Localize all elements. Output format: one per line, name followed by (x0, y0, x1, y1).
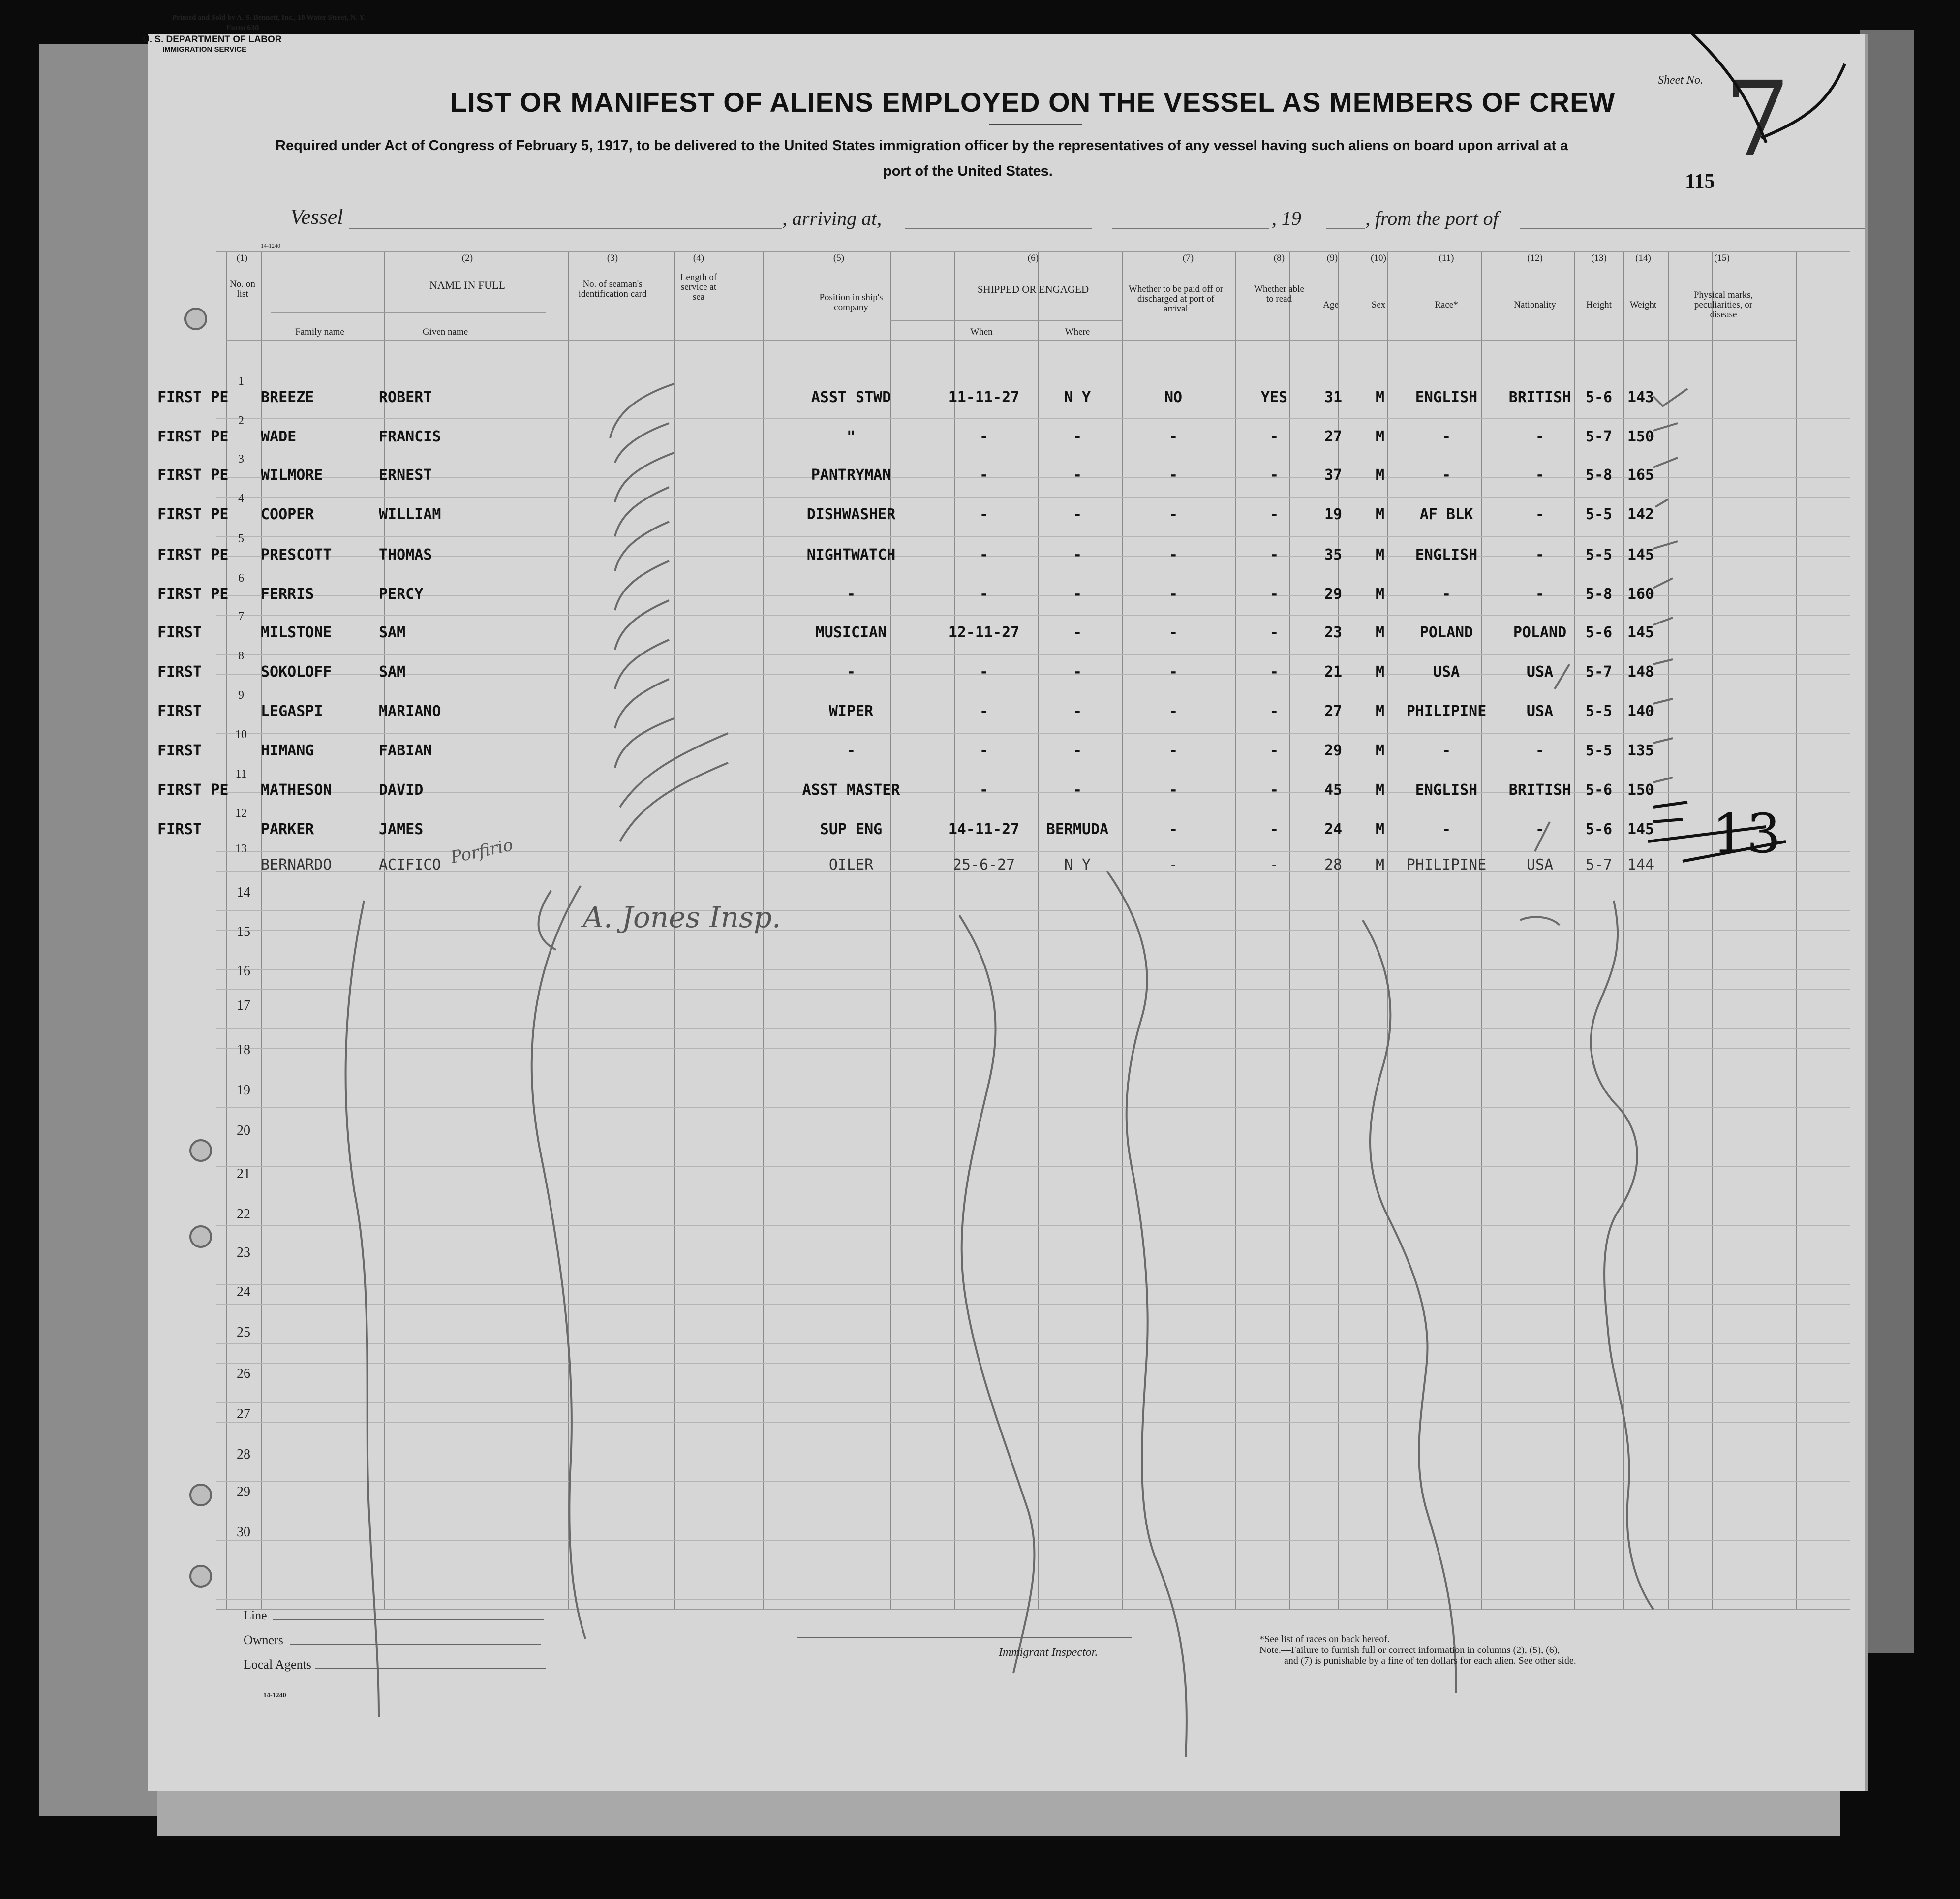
col-label-height: Height (1586, 300, 1612, 310)
cell-race: AF BLK (1419, 506, 1473, 523)
cell-paid: - (1168, 703, 1178, 720)
row-number: 27 (237, 1406, 250, 1422)
vessel-label: Vessel (290, 205, 343, 229)
cell-given: PERCY (379, 586, 424, 603)
cell-prefix: FIRST (157, 624, 202, 641)
cell-position: ASST STWD (811, 389, 891, 406)
cell-position: DISHWASHER (806, 506, 896, 523)
cell-age: 37 (1324, 467, 1343, 484)
cell-height: 5-8 (1585, 467, 1613, 484)
cell-read: - (1269, 467, 1279, 484)
cell-no: 11 (235, 768, 247, 780)
page-title: LIST OR MANIFEST OF ALIENS EMPLOYED ON THE VESSEL AS MEMBERS OF CREW (450, 87, 1616, 118)
cell-age: 29 (1324, 586, 1343, 603)
cell-height: 5-5 (1585, 703, 1613, 720)
col-label-when: When (970, 327, 993, 337)
row-number: 14 (237, 885, 250, 900)
col-num-7: (7) (1182, 253, 1194, 263)
cell-height: 5-5 (1585, 742, 1613, 759)
cell-no: 1 (238, 375, 244, 388)
cell-read: - (1269, 506, 1279, 523)
col-label-paid-off: Whether to be paid off or discharged at port of arrival (1128, 284, 1224, 314)
cell-position: OILER (828, 856, 874, 873)
cell-where: - (1072, 624, 1082, 641)
cell-nationality: - (1535, 428, 1545, 445)
cell-position: NIGHTWATCH (806, 546, 896, 563)
cell-read: - (1269, 821, 1279, 838)
cell-race: - (1441, 467, 1451, 484)
col-num-6: (6) (1027, 253, 1039, 263)
cell-where: - (1072, 546, 1082, 563)
pencil-marks (148, 34, 1865, 1791)
cell-position: - (846, 586, 856, 603)
cell-family: COOPER (261, 506, 314, 523)
subtitle-line-2: port of the United States. (883, 163, 1053, 179)
cell-given: ACIFICO (379, 856, 441, 873)
cell-position: PANTRYMAN (811, 467, 891, 484)
cell-where: - (1072, 703, 1082, 720)
cell-given: ROBERT (379, 389, 432, 406)
cell-no: 2 (238, 414, 244, 427)
cell-prefix: FIRST PE (157, 586, 229, 603)
local-agents-label: Local Agents (244, 1657, 311, 1672)
cell-paid: - (1168, 742, 1178, 759)
cell-no: 10 (235, 728, 247, 741)
cell-nationality: USA (1526, 856, 1554, 873)
row-number: 24 (237, 1284, 250, 1300)
department-name: U. S. DEPARTMENT OF LABOR (143, 34, 282, 45)
cell-weight: 160 (1627, 586, 1654, 603)
col-label-family-name: Family name (295, 327, 344, 337)
cell-given: FRANCIS (379, 428, 441, 445)
cell-given: WILLIAM (379, 506, 441, 523)
cell-sex: M (1375, 506, 1385, 523)
col-label-nationality: Nationality (1514, 300, 1556, 310)
cell-position: WIPER (828, 703, 874, 720)
cell-prefix: FIRST PE (157, 467, 229, 484)
cell-no: 12 (235, 807, 247, 820)
cell-nationality: - (1535, 467, 1545, 484)
cell-family: BREEZE (261, 389, 314, 406)
col-num-3: (3) (607, 253, 618, 263)
col-num-8: (8) (1273, 253, 1285, 263)
cell-sex: M (1375, 781, 1385, 799)
cell-where: - (1072, 467, 1082, 484)
cell-height: 5-8 (1585, 586, 1613, 603)
cell-position: - (846, 742, 856, 759)
cell-prefix: FIRST PE (157, 428, 229, 445)
col-label-name-in-full: NAME IN FULL (429, 279, 505, 291)
cell-prefix: FIRST (157, 821, 202, 838)
cell-paid: - (1168, 624, 1178, 641)
col-num-9: (9) (1326, 253, 1338, 263)
footer-stamp: 14-1240 (263, 1692, 286, 1699)
col-num-12: (12) (1527, 253, 1543, 263)
cell-family: SOKOLOFF (261, 663, 332, 681)
cell-position: - (846, 663, 856, 681)
cell-race: USA (1433, 663, 1460, 681)
cell-sex: M (1375, 546, 1385, 563)
sheet-number: 7 (1724, 59, 1790, 180)
col-num-5: (5) (833, 253, 845, 263)
cell-no: 5 (238, 532, 244, 545)
cell-height: 5-7 (1585, 428, 1613, 445)
cell-paid: NO (1164, 389, 1183, 406)
cell-weight: 145 (1627, 821, 1654, 838)
cell-when: 11-11-27 (948, 389, 1020, 406)
sheet-label: Sheet No. (1658, 74, 1703, 87)
cell-no: 8 (238, 650, 244, 662)
races-note: *See list of races on back hereof. (1259, 1634, 1390, 1645)
form-number: Form 630 (226, 24, 259, 32)
cell-sex: M (1375, 467, 1385, 484)
cell-family: WILMORE (261, 467, 323, 484)
row-number: 22 (237, 1207, 250, 1222)
cell-read: - (1269, 781, 1279, 799)
col-label-position: Position in ship's company (819, 292, 883, 312)
cell-paid: - (1168, 506, 1178, 523)
cell-sex: M (1375, 821, 1385, 838)
col-num-1: (1) (236, 253, 248, 263)
inspector-label: Immigrant Inspector. (999, 1646, 1098, 1659)
cell-nationality: - (1535, 546, 1545, 563)
cell-family: PARKER (261, 821, 314, 838)
service-name: IMMIGRATION SERVICE (162, 45, 247, 54)
cell-position: ASST MASTER (802, 781, 900, 799)
cell-height: 5-7 (1585, 663, 1613, 681)
cell-weight: 148 (1627, 663, 1654, 681)
cell-weight: 145 (1627, 624, 1654, 641)
cell-weight: 135 (1627, 742, 1654, 759)
underlying-pages-right (1860, 30, 1914, 1653)
page-number: 115 (1685, 170, 1715, 193)
cell-no: 9 (238, 689, 244, 702)
col-num-11: (11) (1439, 253, 1454, 263)
cell-where: - (1072, 663, 1082, 681)
cell-position: " (846, 428, 856, 445)
cell-given: SAM (379, 624, 406, 641)
cell-race: POLAND (1419, 624, 1473, 641)
cell-height: 5-6 (1585, 781, 1613, 799)
cell-when: - (979, 546, 989, 563)
col-label-physical-marks: Physical marks, peculiarities, or disease (1693, 290, 1753, 320)
cell-when: - (979, 742, 989, 759)
cell-age: 23 (1324, 624, 1343, 641)
cell-no: 3 (238, 453, 244, 466)
cell-age: 21 (1324, 663, 1343, 681)
cell-read: - (1269, 624, 1279, 641)
cell-sex: M (1375, 624, 1385, 641)
col-label-age: Age (1323, 300, 1339, 310)
cell-read: - (1269, 663, 1279, 681)
cell-read: - (1269, 742, 1279, 759)
cell-no: 7 (238, 610, 244, 623)
cell-position: SUP ENG (820, 821, 883, 838)
manifest-sheet (143, 14, 1865, 1791)
col-num-13: (13) (1591, 253, 1607, 263)
penalty-note-1: Note.—Failure to furnish full or correct information in columns (2), (5), (6), (1259, 1645, 1560, 1655)
cell-nationality: - (1535, 821, 1545, 838)
cell-age: 27 (1324, 703, 1343, 720)
cell-weight: 150 (1627, 781, 1654, 799)
cell-when: - (979, 781, 989, 799)
agents-blank (315, 1668, 546, 1669)
row-number: 15 (237, 924, 250, 939)
cell-where: - (1072, 742, 1082, 759)
col-num-2: (2) (461, 253, 473, 263)
cell-paid: - (1168, 467, 1178, 484)
total-count: 13 (1712, 802, 1781, 865)
cell-prefix: FIRST PE (157, 506, 229, 523)
cell-when: - (979, 586, 989, 603)
row-number: 19 (237, 1083, 250, 1098)
row-number: 17 (237, 998, 250, 1013)
cell-age: 28 (1324, 856, 1343, 873)
cell-paid: - (1168, 663, 1178, 681)
col-label-id-card: No. of seaman's identification card (578, 279, 647, 299)
cell-no: 4 (238, 492, 244, 505)
inspector-note: A. Jones Insp. (583, 901, 781, 934)
col-label-where: Where (1065, 327, 1090, 337)
cell-paid: - (1168, 821, 1178, 838)
row-number: 18 (237, 1042, 250, 1058)
cell-family: LEGASPI (261, 703, 323, 720)
cell-read: - (1269, 856, 1279, 873)
cell-sex: M (1375, 663, 1385, 681)
cell-nationality: BRITISH (1508, 781, 1571, 799)
col-label-no-on-list: No. on list (230, 279, 255, 299)
cell-when: 14-11-27 (948, 821, 1020, 838)
cell-paid: - (1168, 586, 1178, 603)
cell-sex: M (1375, 703, 1385, 720)
cell-paid: - (1168, 781, 1178, 799)
arriving-label: , arriving at, (782, 207, 882, 229)
cell-where: N Y (1064, 856, 1091, 873)
cell-read: YES (1260, 389, 1288, 406)
cell-weight: 150 (1627, 428, 1654, 445)
col-label-weight: Weight (1629, 300, 1657, 310)
cell-weight: 165 (1627, 467, 1654, 484)
cell-given: THOMAS (379, 546, 432, 563)
small-stamp: 14-1240 (261, 242, 280, 249)
cell-sex: M (1375, 586, 1385, 603)
cell-height: 5-6 (1585, 821, 1613, 838)
cell-no: 6 (238, 572, 244, 585)
cell-family: MILSTONE (261, 624, 332, 641)
line-label: Line (244, 1608, 267, 1622)
cell-when: 12-11-27 (948, 624, 1020, 641)
cell-where: - (1072, 428, 1082, 445)
cell-where: BERMUDA (1046, 821, 1109, 838)
cell-race: - (1441, 428, 1451, 445)
cell-age: 45 (1324, 781, 1343, 799)
cell-read: - (1269, 428, 1279, 445)
cell-age: 19 (1324, 506, 1343, 523)
year-label: , 19 (1272, 207, 1301, 229)
cell-where: - (1072, 506, 1082, 523)
inspector-signature-line (797, 1637, 1132, 1638)
cell-when: - (979, 703, 989, 720)
cell-weight: 145 (1627, 546, 1654, 563)
cell-family: HIMANG (261, 742, 314, 759)
owners-label: Owners (244, 1633, 283, 1647)
cell-when: - (979, 467, 989, 484)
cell-race: - (1441, 742, 1451, 759)
cell-height: 5-7 (1585, 856, 1613, 873)
cell-nationality: - (1535, 586, 1545, 603)
col-num-15: (15) (1714, 253, 1730, 263)
cell-when: - (979, 663, 989, 681)
cell-prefix: FIRST (157, 703, 202, 720)
row-number: 16 (237, 964, 250, 979)
cell-age: 35 (1324, 546, 1343, 563)
cell-age: 31 (1324, 389, 1343, 406)
cell-prefix: FIRST (157, 663, 202, 681)
cell-where: N Y (1064, 389, 1091, 406)
cell-race: - (1441, 821, 1451, 838)
cell-nationality: - (1535, 506, 1545, 523)
cell-height: 5-5 (1585, 546, 1613, 563)
cell-sex: M (1375, 389, 1385, 406)
cell-paid: - (1168, 546, 1178, 563)
cell-position: MUSICIAN (815, 624, 887, 641)
cell-nationality: POLAND (1513, 624, 1567, 641)
row-number: 23 (237, 1245, 250, 1260)
cell-nationality: USA (1526, 663, 1554, 681)
row-number: 29 (237, 1484, 250, 1499)
col-label-shipped-engaged: SHIPPED OR ENGAGED (977, 283, 1089, 295)
cell-given: DAVID (379, 781, 424, 799)
cell-when: - (979, 428, 989, 445)
cell-read: - (1269, 546, 1279, 563)
underlying-pages-left (39, 44, 157, 1816)
cell-age: 29 (1324, 742, 1343, 759)
subtitle-line-1: Required under Act of Congress of February 5, 1917, to be delivered to the United States immigration officer by the representatives of any vessel having such aliens on board upon arrival at a (276, 138, 1568, 154)
cell-nationality: USA (1526, 703, 1554, 720)
cell-weight: 140 (1627, 703, 1654, 720)
cell-age: 24 (1324, 821, 1343, 838)
cell-where: - (1072, 781, 1082, 799)
cell-prefix: FIRST (157, 742, 202, 759)
cell-race: - (1441, 586, 1451, 603)
cell-given: SAM (379, 663, 406, 681)
col-num-4: (4) (693, 253, 704, 263)
cell-given: JAMES (379, 821, 424, 838)
cell-read: - (1269, 703, 1279, 720)
cell-when: 25-6-27 (952, 856, 1015, 873)
given-name-correction: Porfirio (449, 835, 515, 868)
cell-sex: M (1375, 428, 1385, 445)
cell-height: 5-6 (1585, 389, 1613, 406)
cell-prefix: FIRST PE (157, 781, 229, 799)
cell-paid: - (1168, 428, 1178, 445)
owners-blank (290, 1644, 541, 1645)
cell-family: BERNARDO (261, 856, 332, 873)
cell-prefix: FIRST PE (157, 389, 229, 406)
row-number: 30 (237, 1525, 250, 1540)
col-label-able-to-read: Whether able to read (1254, 284, 1304, 304)
penalty-note-2: and (7) is punishable by a fine of ten dollars for each alien. See other side. (1284, 1655, 1576, 1666)
cell-weight: 142 (1627, 506, 1654, 523)
cell-when: - (979, 506, 989, 523)
cell-family: WADE (261, 428, 297, 445)
cell-sex: M (1375, 856, 1385, 873)
cell-weight: 143 (1627, 389, 1654, 406)
cell-race: ENGLISH (1415, 781, 1478, 799)
cell-race: ENGLISH (1415, 546, 1478, 563)
cell-age: 27 (1324, 428, 1343, 445)
cell-given: FABIAN (379, 742, 432, 759)
cell-read: - (1269, 586, 1279, 603)
col-label-sex: Sex (1371, 300, 1386, 310)
from-port-label: , from the port of (1365, 207, 1499, 229)
row-number: 21 (237, 1166, 250, 1182)
cell-given: MARIANO (379, 703, 441, 720)
cell-where: - (1072, 586, 1082, 603)
row-number: 25 (237, 1325, 250, 1340)
cell-nationality: - (1535, 742, 1545, 759)
cell-race: PHILIPINE (1406, 856, 1487, 873)
col-num-10: (10) (1371, 253, 1386, 263)
printer-line: Printed and Sold by A. S. Bennett, Inc., 18 Water Street, N. Y. (172, 14, 366, 22)
col-label-race: Race* (1435, 300, 1458, 310)
cell-family: FERRIS (261, 586, 314, 603)
cell-given: ERNEST (379, 467, 432, 484)
cell-nationality: BRITISH (1508, 389, 1571, 406)
cell-prefix: FIRST PE (157, 546, 229, 563)
cell-height: 5-6 (1585, 624, 1613, 641)
row-number: 28 (237, 1447, 250, 1462)
cell-paid: - (1168, 856, 1178, 873)
row-number: 20 (237, 1123, 250, 1138)
col-label-length-service: Length of service at sea (680, 272, 717, 302)
cell-family: MATHESON (261, 781, 332, 799)
col-num-14: (14) (1635, 253, 1651, 263)
cell-weight: 144 (1627, 856, 1654, 873)
cell-race: PHILIPINE (1406, 703, 1487, 720)
cell-no: 13 (235, 842, 247, 855)
row-number: 26 (237, 1366, 250, 1381)
cell-height: 5-5 (1585, 506, 1613, 523)
line-blank (273, 1619, 544, 1620)
col-label-given-name: Given name (422, 327, 468, 337)
cell-race: ENGLISH (1415, 389, 1478, 406)
cell-sex: M (1375, 742, 1385, 759)
cell-family: PRESCOTT (261, 546, 332, 563)
